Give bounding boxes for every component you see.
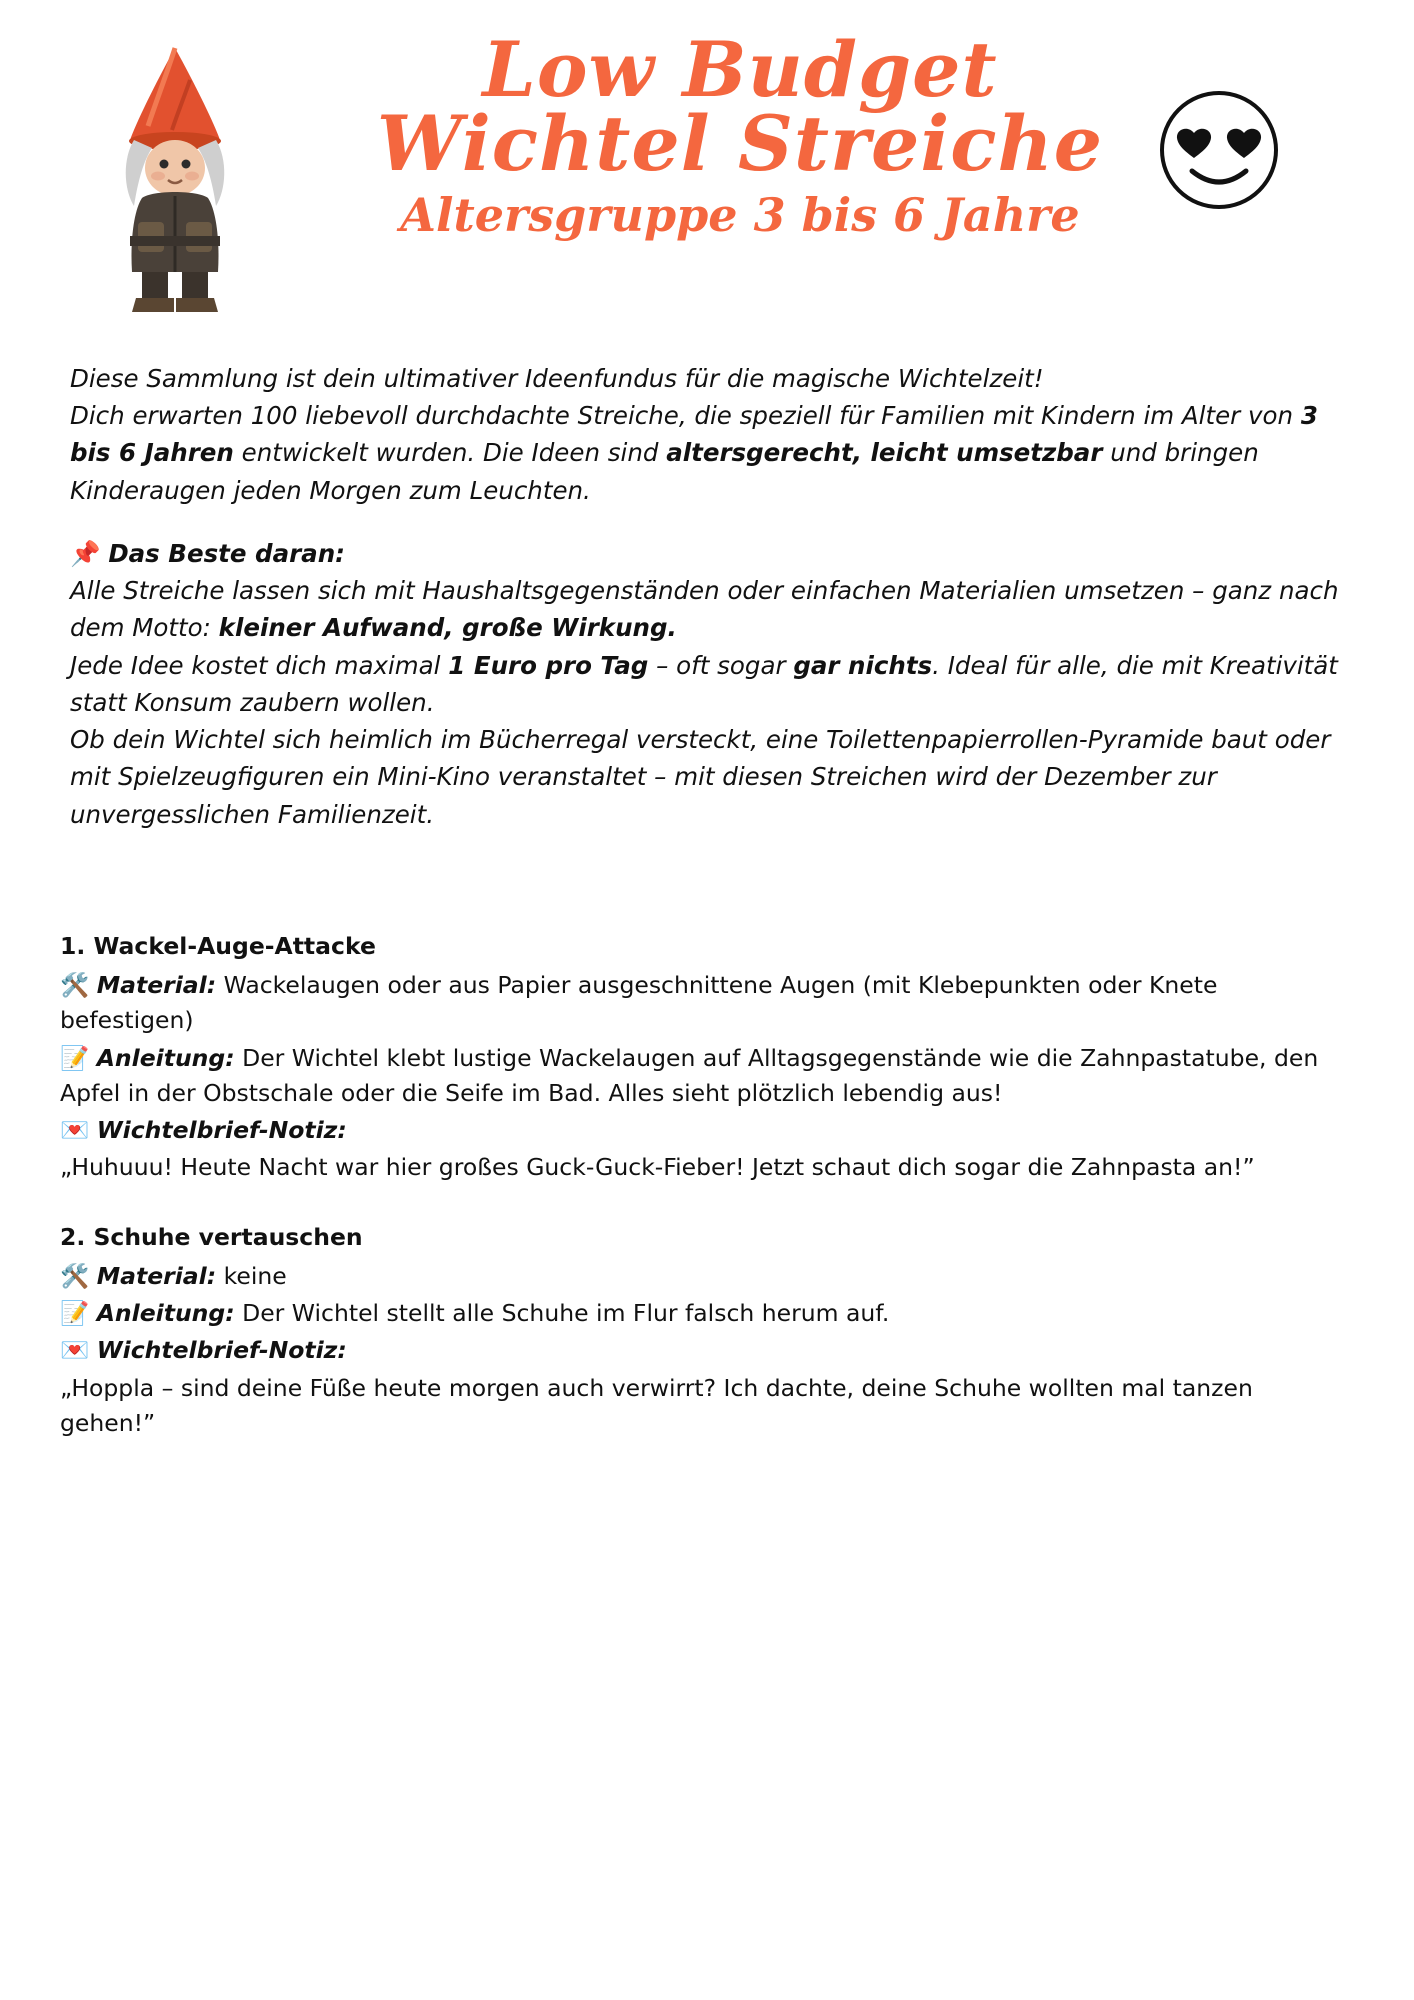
intro-p1-bold-age: 3 bis 6 Jahren bbox=[70, 401, 1318, 468]
intro-paragraph-3 bbox=[70, 647, 1344, 721]
intro-paragraph-2 bbox=[70, 572, 1344, 646]
intro-p2-bold: kleiner Aufwand, große Wirkung. bbox=[218, 613, 677, 643]
anleitung-label: Anleitung: bbox=[96, 1043, 235, 1072]
prank-material-line bbox=[60, 1259, 1354, 1294]
intro-section bbox=[60, 360, 1354, 833]
heart-eyes-smiley-icon bbox=[1154, 85, 1284, 215]
intro-paragraph-4: Ob dein Wichtel sich heimlich im Bücherregal versteckt, eine Toilettenpapierrollen-Pyramide baut oder mit Spielzeugfiguren ein Mini-Kino veranstaltet – mit diesen Streichen wird der Dezember zur unvergesslichen Familienzeit. bbox=[70, 725, 1331, 829]
intro-best-heading-line bbox=[70, 535, 1344, 572]
prank-title: 2. Schuhe vertauschen bbox=[60, 1222, 363, 1251]
intro-p3-a: Jede Idee kostet dich maximal bbox=[70, 650, 449, 680]
anleitung-text: Der Wichtel stellt alle Schuhe im Flur falsch herum auf. bbox=[242, 1299, 890, 1328]
prank-item bbox=[60, 1220, 1354, 1442]
notiz-text: „Hoppla – sind deine Füße heute morgen auch verwirrt? Ich dachte, deine Schuhe wollten mal tanzen gehen!” bbox=[60, 1373, 1253, 1437]
memo-icon: 📝 bbox=[60, 1299, 90, 1328]
material-text: keine bbox=[223, 1261, 287, 1290]
tools-icon: 🛠️ bbox=[60, 971, 90, 1000]
intro-p3-b: – oft sogar bbox=[648, 650, 794, 680]
intro-p3-bold-price: 1 Euro pro Tag bbox=[448, 650, 649, 680]
material-text: Wackelaugen oder aus Papier ausgeschnittene Augen (mit Klebepunkten oder Knete befestigen) bbox=[60, 971, 1218, 1035]
prank-anleitung-line bbox=[60, 1041, 1354, 1112]
intro-p1-c: entwickelt wurden. Die Ideen sind bbox=[233, 438, 667, 468]
prank-notiz-label-line bbox=[60, 1113, 1354, 1148]
pushpin-icon: 📌 bbox=[70, 538, 101, 568]
intro-p1-a: Diese Sammlung ist dein ultimativer Ideenfundus für die magische Wichtelzeit! bbox=[70, 364, 1044, 393]
material-label: Material: bbox=[96, 971, 217, 1000]
notiz-label: Wichtelbrief-Notiz: bbox=[96, 1116, 347, 1145]
prank-notiz-label-line bbox=[60, 1333, 1354, 1368]
memo-icon: 📝 bbox=[60, 1043, 90, 1072]
intro-p1-bold-qualities: altersgerecht, leicht umsetzbar bbox=[666, 438, 1103, 468]
anleitung-text: Der Wichtel klebt lustige Wackelaugen auf Alltagsgegenstände wie die Zahnpastatube, den Apfel in der Obstschale oder die Seife im Bad. Alles sieht plötzlich lebendig aus! bbox=[60, 1043, 1319, 1107]
anleitung-label: Anleitung: bbox=[96, 1299, 235, 1328]
material-label: Material: bbox=[96, 1261, 217, 1290]
prank-item bbox=[60, 929, 1354, 1186]
prank-list bbox=[60, 929, 1354, 1441]
page-title-line-1: Low Budget bbox=[482, 25, 998, 114]
prank-title: 1. Wackel-Auge-Attacke bbox=[60, 931, 376, 960]
tools-icon: 🛠️ bbox=[60, 1261, 90, 1290]
intro-spacer bbox=[70, 509, 1344, 535]
prank-material-line bbox=[60, 968, 1354, 1039]
page-subtitle: Altersgruppe 3 bis 6 Jahre bbox=[400, 187, 1080, 242]
love-letter-icon: 💌 bbox=[60, 1336, 90, 1365]
intro-paragraph-1 bbox=[70, 360, 1344, 509]
gnome-illustration bbox=[90, 40, 260, 320]
intro-p3-c: . Ideal für alle, die mit Kreativität statt Konsum zaubern wollen. bbox=[70, 650, 1338, 717]
intro-p2-a: Alle Streiche lassen sich mit Haushaltsgegenständen oder einfachen Materialien umsetzen – ganz nach dem Motto: bbox=[70, 576, 1339, 643]
page-title-line-2: Wichtel Streiche bbox=[376, 98, 1104, 188]
intro-p1-b: Dich erwarten 100 liebevoll durchdachte Streiche, die speziell für Familien mit Kindern im Alter von bbox=[70, 401, 1301, 431]
intro-p3-bold-free: gar nichts bbox=[793, 650, 933, 680]
intro-best-heading: Das Beste daran: bbox=[108, 538, 345, 568]
document-header bbox=[60, 0, 1354, 340]
notiz-label: Wichtelbrief-Notiz: bbox=[96, 1336, 347, 1365]
prank-anleitung-line bbox=[60, 1296, 1354, 1331]
notiz-text: „Huhuuu! Heute Nacht war hier großes Guck-Guck-Fieber! Jetzt schaut dich sogar die Zahnpasta an!” bbox=[60, 1153, 1255, 1182]
intro-p1-d: und bringen Kinderaugen jeden Morgen zum Leuchten. bbox=[70, 438, 1259, 505]
love-letter-icon: 💌 bbox=[60, 1116, 90, 1145]
title-block bbox=[320, 25, 1160, 243]
